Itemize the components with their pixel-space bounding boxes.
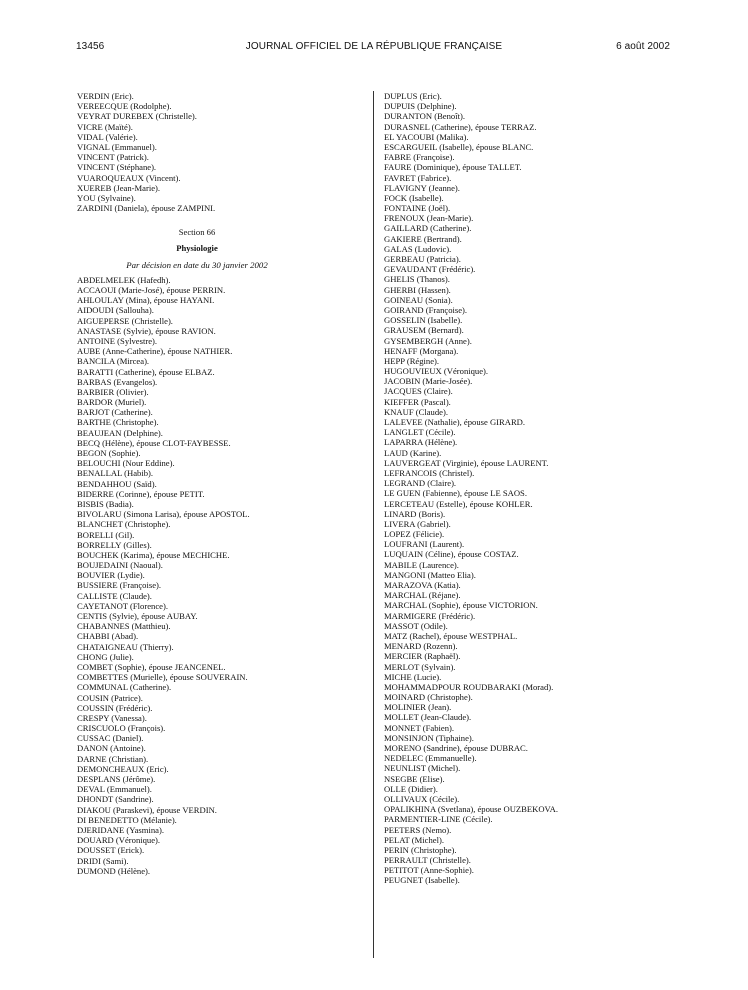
name-entry: ABDELMELEK (Hafedh).: [77, 274, 171, 285]
name-entry: EL YACOUBI (Malika).: [384, 131, 469, 142]
name-entry: GYSEMBERGH (Anne).: [384, 335, 472, 346]
name-entry: LUQUAIN (Céline), épouse COSTAZ.: [384, 549, 519, 560]
name-entry: DI BENEDETTO (Mélanie).: [77, 814, 177, 825]
name-entry: PEUGNET (Isabelle).: [384, 875, 460, 886]
name-entry: BARTHE (Christophe).: [77, 417, 159, 428]
name-entry: FAVRET (Fabrice).: [384, 172, 452, 183]
name-entry: MOINARD (Christophe).: [384, 692, 473, 703]
name-entry: FLAVIGNY (Jeanne).: [384, 182, 460, 193]
name-entry: CUSSAC (Daniel).: [77, 733, 144, 744]
name-entry: YOU (Sylvaine).: [77, 192, 136, 203]
name-entry: PERRAULT (Christelle).: [384, 855, 471, 866]
name-entry: AIGUEPERSE (Christelle).: [77, 315, 173, 326]
name-entry: DUMOND (Hélène).: [77, 865, 151, 876]
name-entry: DARNE (Christian).: [77, 753, 149, 764]
name-entry: LOPEZ (Félicie).: [384, 529, 445, 540]
name-entry: LEGRAND (Claire).: [384, 478, 457, 489]
name-entry: MONNET (Fabien).: [384, 722, 455, 733]
name-entry: COUSSIN (Frédéric).: [77, 702, 153, 713]
name-entry: KIEFFER (Pascal).: [384, 396, 451, 407]
name-list-right: [384, 91, 634, 886]
name-entry: DJERIDANE (Yasmina).: [77, 824, 164, 835]
name-entry: MARMIGERE (Frédéric).: [384, 610, 476, 621]
name-entry: DESPLANS (Jérôme).: [77, 774, 156, 784]
name-entry: XUEREB (Jean-Marie).: [77, 182, 161, 193]
name-entry: BOUVIER (Lydie).: [77, 570, 145, 581]
name-entry: GALAS (Ludovic).: [384, 243, 452, 254]
name-entry: DURASNEL (Catherine), épouse TERRAZ.: [384, 121, 537, 132]
name-entry: VEYRAT DUREBEX (Christelle).: [77, 111, 197, 122]
name-entry: CENTIS (Sylvie), épouse AUBAY.: [77, 611, 198, 621]
name-entry: BARDOR (Muriel).: [77, 397, 147, 408]
name-entry: GRAUSEM (Bernard).: [384, 325, 464, 336]
name-entry: LAUD (Karine).: [384, 447, 442, 458]
name-entry: MABILE (Laurence).: [384, 559, 459, 570]
name-entry: LE GUEN (Fabienne), épouse LE SAOS.: [384, 488, 527, 499]
name-list-continued: [77, 91, 317, 213]
name-entry: FONTAINE (Joël).: [384, 203, 451, 214]
name-entry: FAURE (Dominique), épouse TALLET.: [384, 162, 522, 173]
column-divider: [373, 91, 374, 958]
name-entry: DEVAL (Emmanuel).: [77, 784, 152, 795]
name-entry: DRIDI (Sami).: [77, 855, 129, 866]
name-entry: BORRELLY (Gilles).: [77, 539, 152, 550]
name-entry: CAYETANOT (Florence).: [77, 600, 168, 611]
name-entry: MERCIER (Raphaël).: [384, 651, 461, 662]
name-entry: BENDAHHOU (Saïd).: [77, 478, 157, 489]
name-entry: MENARD (Rozenn).: [384, 641, 458, 652]
name-entry: GERBEAU (Patricia).: [384, 254, 461, 264]
name-entry: LALEVEE (Nathalie), épouse GIRARD.: [384, 417, 526, 427]
name-entry: LINARD (Boris).: [384, 508, 446, 519]
name-entry: BISBIS (Badia).: [77, 498, 134, 509]
name-entry: BLANCHET (Christophe).: [77, 519, 171, 530]
name-entry: MICHE (Lucie).: [384, 671, 442, 682]
name-entry: NSEGBE (Elise).: [384, 773, 445, 784]
name-entry: CHATAIGNEAU (Thierry).: [77, 641, 174, 652]
name-entry: BELOUCHI (Nour Eddine).: [77, 458, 175, 469]
name-entry: BARATTI (Catherine), épouse ELBAZ.: [77, 366, 215, 377]
name-entry: NEUNLIST (Michel).: [384, 763, 461, 774]
name-entry: JACQUES (Claire).: [384, 386, 453, 397]
name-entry: HEPP (Régine).: [384, 355, 440, 366]
name-entry: MOLINIER (Jean).: [384, 702, 452, 713]
name-entry: CHABANNES (Matthieu).: [77, 621, 171, 632]
name-entry: GAKIERE (Bertrand).: [384, 233, 462, 244]
name-entry: BORELLI (Gil).: [77, 529, 135, 540]
name-entry: COMMUNAL (Catherine).: [77, 682, 172, 693]
name-entry: CRESPY (Vanessa).: [77, 712, 147, 723]
name-entry: BANCILA (Mircea).: [77, 356, 150, 367]
name-entry: GAILLARD (Catherine).: [384, 223, 472, 234]
name-entry: DIAKOU (Paraskevi), épouse VERDIN.: [77, 804, 217, 815]
name-entry: ZARDINI (Daniela), épouse ZAMPINI.: [77, 203, 216, 214]
name-entry: VIGNAL (Emmanuel).: [77, 141, 157, 152]
name-entry: MANGONI (Matteo Elia).: [384, 569, 476, 580]
name-entry: MARCHAL (Réjane).: [384, 590, 461, 601]
name-entry: VIDAL (Valérie).: [77, 131, 138, 142]
name-entry: HENAFF (Morgana).: [384, 345, 459, 356]
name-entry: BENALLAL (Habib).: [77, 468, 154, 479]
name-entry: COMBET (Sophie), épouse JEANCENEL.: [77, 661, 226, 672]
name-entry: VINCENT (Stéphane).: [77, 162, 157, 173]
name-entry: CRISCUOLO (François).: [77, 723, 166, 734]
name-entry: BIDERRE (Corinne), épouse PETIT.: [77, 488, 205, 499]
name-entry: ESCARGUEIL (Isabelle), épouse BLANC.: [384, 141, 534, 152]
name-entry: CALLISTE (Claude).: [77, 590, 152, 601]
name-entry: AHLOULAY (Mina), épouse HAYANI.: [77, 295, 215, 306]
name-entry: PETITOT (Anne-Sophie).: [384, 865, 474, 876]
name-entry: VERDIN (Eric).: [77, 91, 134, 101]
name-entry: LIVERA (Gabriel).: [384, 518, 451, 529]
name-entry: ANTOINE (Sylvestre).: [77, 335, 158, 346]
name-entry: NEDELEC (Emmanuelle).: [384, 753, 477, 764]
name-entry: DURANTON (Benoît).: [384, 111, 465, 122]
name-list-section-66: [77, 275, 317, 876]
name-entry: JACOBIN (Marie-Josée).: [384, 376, 473, 387]
journal-title: JOURNAL OFFICIEL DE LA RÉPUBLIQUE FRANÇAISE: [245, 41, 503, 52]
name-entry: MOHAMMADPOUR ROUDBARAKI (Morad).: [384, 681, 554, 692]
name-entry: BOUJEDAINI (Naoual).: [77, 560, 163, 571]
name-entry: ACCAOUI (Marie-José), épouse PERRIN.: [77, 285, 226, 295]
name-entry: MOLLET (Jean-Claude).: [384, 712, 472, 723]
name-entry: BIVOLARU (Simona Larisa), épouse APOSTOL.: [77, 509, 250, 520]
name-entry: GEVAUDANT (Frédéric).: [384, 264, 476, 275]
name-entry: LAPARRA (Hélène).: [384, 437, 458, 448]
name-entry: DOUARD (Véronique).: [77, 835, 161, 846]
name-entry: VEREECQUE (Rodolphe).: [77, 101, 172, 112]
name-entry: COMBETTES (Murielle), épouse SOUVERAIN.: [77, 672, 248, 683]
name-entry: FABRE (Françoise).: [384, 152, 455, 163]
name-entry: DEMONCHEAUX (Eric).: [77, 763, 169, 774]
name-entry: MASSOT (Odile).: [384, 620, 448, 631]
name-entry: LEFRANCOIS (Christel).: [384, 467, 475, 478]
name-entry: LAUVERGEAT (Virginie), épouse LAURENT.: [384, 457, 549, 468]
name-entry: MARCHAL (Sophie), épouse VICTORION.: [384, 600, 538, 611]
name-entry: LERCETEAU (Estelle), épouse KOHLER.: [384, 498, 533, 509]
name-entry: BARJOT (Catherine).: [77, 407, 153, 418]
name-entry: DANON (Antoine).: [77, 743, 146, 754]
name-entry: GHELIS (Thanos).: [384, 274, 450, 285]
name-entry: BOUCHEK (Karima), épouse MECHICHE.: [77, 549, 230, 560]
name-entry: VUAROQUEAUX (Vincent).: [77, 172, 181, 183]
name-entry: COUSIN (Patrice).: [77, 692, 143, 703]
name-entry: OPALIKHINA (Svetlana), épouse OUZBEKOVA.: [384, 804, 559, 815]
decision-date: Par décision en date du 30 janvier 2002: [126, 259, 268, 270]
name-entry: LANGLET (Cécile).: [384, 427, 456, 438]
name-entry: MORENO (Sandrine), épouse DUBRAC.: [384, 743, 528, 753]
name-entry: MONSINJON (Tiphaine).: [384, 732, 474, 743]
name-entry: OLLIVAUX (Cécile).: [384, 793, 460, 804]
name-entry: PERIN (Christophe).: [384, 844, 457, 855]
name-entry: BEGON (Sophie).: [77, 448, 141, 458]
name-entry: MARAZOVA (Katia).: [384, 580, 461, 590]
publication-date: 6 août 2002: [616, 41, 670, 52]
name-entry: GOSSELIN (Isabelle).: [384, 315, 463, 326]
name-entry: BUSSIERE (Françoise).: [77, 580, 162, 591]
page-number: 13456: [76, 41, 105, 52]
name-entry: DUPUIS (Delphine).: [384, 101, 457, 112]
section-title: Section 66: [178, 227, 216, 238]
name-entry: GOIRAND (Françoise).: [384, 304, 468, 315]
name-entry: PARMENTIER-LINE (Cécile).: [384, 814, 493, 825]
right-column: [384, 91, 634, 886]
name-entry: PELAT (Michel).: [384, 834, 444, 845]
name-entry: KNAUF (Claude).: [384, 406, 448, 417]
name-entry: ANASTASE (Sylvie), épouse RAVION.: [77, 325, 216, 336]
name-entry: FRENOUX (Jean-Marie).: [384, 213, 474, 224]
name-entry: BEAUJEAN (Delphine).: [77, 427, 163, 438]
name-entry: DOUSSET (Erick).: [77, 845, 145, 856]
name-entry: OLLE (Didier).: [384, 783, 438, 794]
name-entry: HUGOUVIEUX (Véronique).: [384, 366, 489, 377]
left-column: [77, 91, 317, 876]
name-entry: GHERBI (Hassen).: [384, 284, 451, 295]
name-entry: AUBE (Anne-Catherine), épouse NATHIER.: [77, 346, 233, 357]
name-entry: VINCENT (Patrick).: [77, 152, 149, 163]
name-entry: PEETERS (Nemo).: [384, 824, 452, 835]
name-entry: FOCK (Isabelle).: [384, 192, 444, 203]
name-entry: MATZ (Rachel), épouse WESTPHAL.: [384, 630, 518, 641]
name-entry: BARBAS (Evangelos).: [77, 376, 158, 387]
name-entry: GOINEAU (Sonia).: [384, 294, 453, 305]
name-entry: AIDOUDI (Sallouha).: [77, 305, 154, 316]
name-entry: MERLOT (Sylvain).: [384, 661, 456, 672]
name-entry: VICRE (Maïté).: [77, 121, 133, 132]
name-entry: LOUFRANI (Laurent).: [384, 539, 465, 550]
name-entry: CHONG (Julie).: [77, 651, 134, 662]
name-entry: DUPLUS (Eric).: [384, 91, 442, 101]
section-subject: Physiologie: [176, 243, 218, 254]
name-entry: BARBIER (Olivier).: [77, 386, 149, 397]
name-entry: BECQ (Hélène), épouse CLOT-FAYBESSE.: [77, 437, 231, 448]
name-entry: CHABBI (Abad).: [77, 631, 139, 642]
name-entry: DHONDT (Sandrine).: [77, 794, 154, 805]
